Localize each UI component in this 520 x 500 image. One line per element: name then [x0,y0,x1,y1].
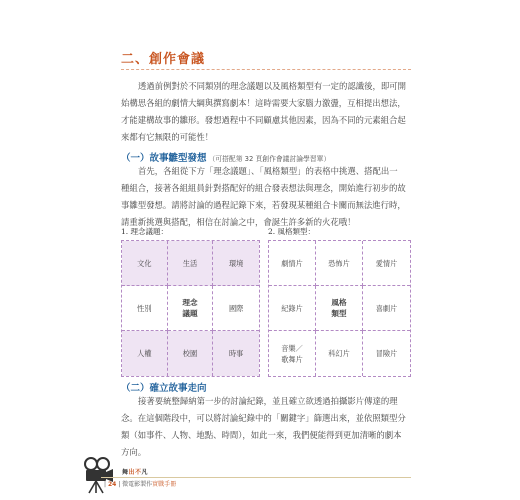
grid-cell: 愛情片 [363,241,410,286]
grid-cell: 喜劇片 [363,286,410,331]
grid-label-themes: 1. 理念議題： [121,227,169,236]
text-line: 始構思各組的劇情大綱與撰寫劇本！這時需要大家腦力激盪，互相提出想法， [121,98,406,108]
theme-grid [121,240,260,377]
section-divider [121,69,411,70]
grid-cell: 科幻片 [316,331,363,376]
subheading-story-direction: （二）確立故事走向 [121,383,207,394]
footer-divider [101,477,411,478]
book-title-accent: 實戰手冊 [152,481,177,488]
section-title: 二、創作會議 [121,52,206,67]
text-line: 請重新挑選與搭配，相信在討論之中，會誕生許多新的火花哦！ [121,217,356,227]
intro-paragraph [121,78,411,146]
grid-cell: 劇情片 [269,241,316,286]
subheading-story-prototype [121,150,330,164]
part1-paragraph [121,163,411,231]
text-line: 首先，各組從下方「理念議題」、「風格類型」的表格中挑選、搭配出一 [138,166,398,176]
grid-center-cell: 風格 類型 [316,286,363,331]
subheading-text: （一）故事雛型發想 [121,153,207,164]
grid-label-genres: 2. 風格類型： [268,227,316,236]
grid-cell: 人權 [122,331,168,376]
part2-paragraph [121,393,411,461]
grid-cell: 校園 [168,331,214,376]
text-line: 來都有它無限的可能性！ [121,132,214,142]
brand-text: 舞 [122,469,129,476]
text-line: 事雛型發想。請將討論的過程記錄下來，若發現某種組合卡關而無法進行時， [121,200,406,210]
text-line: 類（如事件、人物、地點、時間），如此一來，我們便能得到更加清晰的劇本 [121,430,402,440]
brand-highlight: 出不 [128,469,142,476]
text-line: 透過前例對於不同類別的理念議題以及風格類型有一定的認識後，即可開 [138,81,406,91]
grid-center-cell: 理念 議題 [168,286,214,331]
footer-page-info: | 24 | 微電影製作實戰手冊 [104,481,177,488]
grid-cell: 性別 [122,286,168,331]
grid-cell: 冒險片 [375,349,398,358]
genre-grid [268,240,411,377]
worksheet-note: （可搭配第 32 頁創作會議討論學習單） [208,155,331,163]
book-title: 微電影製作 [122,481,153,488]
brand-text: 凡 [141,469,149,476]
text-line: 才能建構故事的雛形。發想過程中不同顧慮其他因素，因為不同的元素組合起 [121,115,406,125]
text-line: 念。在這個階段中，可以將討論紀錄中的「關鍵字」篩選出來，並依照類型分 [121,413,406,423]
grid-cell: 時事 [213,331,259,376]
grid-cell: 國際 [213,286,259,331]
grid-cell: 音樂／ 歌舞片 [269,331,316,376]
grid-cell: 紀錄片 [269,286,316,331]
text-line: 接著要統整歸納第一步的討論紀錄，並且確立欲透過拍攝影片傳達的理 [138,396,398,406]
page-number: 24 [107,481,117,488]
grid-cell: 恐怖片 [316,241,363,286]
grid-cell: 文化 [122,241,168,286]
text-line: 種組合，接著各組組員針對搭配好的組合發表想法與理念，開始進行初步的故 [121,183,406,193]
footer-brand [122,467,148,476]
grid-cell: 環境 [213,241,259,286]
film-camera-icon [80,456,116,494]
grid-cell: 生活 [168,241,214,286]
text-line: 方向。 [121,447,147,457]
